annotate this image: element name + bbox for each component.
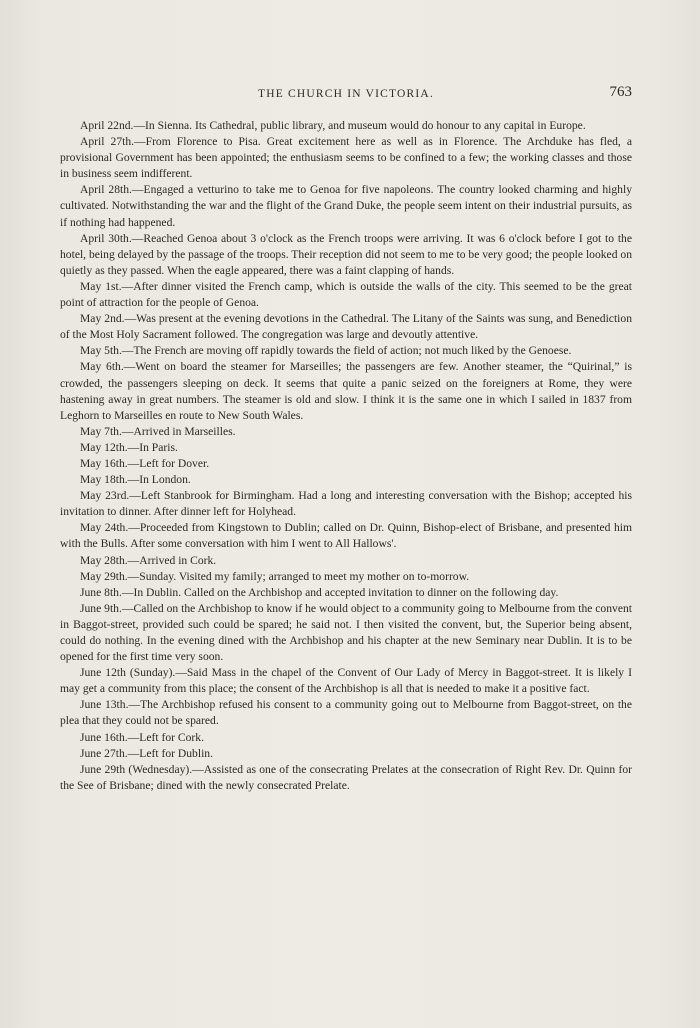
diary-entry: May 16th.—Left for Dover. [80,456,210,470]
diary-entry: May 7th.—Arrived in Marseilles. [80,424,236,438]
diary-entry: June 12th (Sunday).—Said Mass in the chapel of the Convent of Our Lady of Mercy in Baggot-street. It is likely I may get a community from this place; the consent of the Archbishop is all that is needed to make it a positive fact. [60,666,632,696]
page-header [60,84,632,106]
diary-entry: May 12th.—In Paris. [80,440,178,454]
running-title: THE CHURCH IN VICTORIA. [257,88,435,100]
page-number: 763 [609,84,632,100]
diary-text [60,118,632,794]
diary-entry: May 1st.—After dinner visited the French camp, which is outside the walls of the city. This seemed to be the great point of attraction for the people of Genoa. [60,279,632,310]
diary-entry: May 29th.—Sunday. Visited my family; arranged to meet my mother on to-morrow. [80,569,470,583]
diary-entry: June 27th.—Left for Dublin. [80,746,213,760]
diary-entry: June 16th.—Left for Cork. [80,730,204,744]
diary-entry: May 18th.—In London. [80,473,191,487]
diary-entry: May 24th.—Proceeded from Kingstown to Dublin; called on Dr. Quinn, Bishop-elect of Brisbane, and presented him with the Bulls. After some conversation with him I went to All Hallows'. [60,521,632,551]
diary-entry: May 2nd.—Was present at the evening devotions in the Cathedral. The Litany of the Saints was sung, and Benediction of the Most Holy Sacrament followed. The congregation was large and devoutly attentive. [60,312,632,342]
diary-entry: May 28th.—Arrived in Cork. [80,553,217,567]
diary-entry: May 23rd.—Left Stanbrook for Birmingham. Had a long and interesting conversation with the Bishop; accepted his invitation to dinner. After dinner left for Holyhead. [60,489,632,519]
diary-entry: April 27th.—From Florence to Pisa. Great excitement here as well as in Florence. The Archduke has fled, a provisional Government has been appointed; the enthusiasm seems to be confined to a few; the working classes and those in business seem indifferent. [60,135,632,181]
diary-entry: June 9th.—Called on the Archbishop to know if he would object to a community going to Melbourne from the convent in Baggot-street, provided such could be spared; he said not. I then visited the convent, but, the Superior being absent, could do nothing. In the evening dined with the Archbishop and his chapter at the new Seminary near Dublin. It is to be opened for the first time very soon. [60,601,632,664]
diary-entry: April 30th.—Reached Genoa about 3 o'clock as the French troops were arriving. It was 6 o'clock before I got to the hotel, being delayed by the passage of the troops. Their reception did not seem to me to be very good; the people looked on quietly as they passed. When the eagle appeared, there was a faint clapping of hands. [60,231,632,277]
diary-entry: June 8th.—In Dublin. Called on the Archbishop and accepted invitation to dinner on the following day. [80,585,559,599]
diary-entry: June 29th (Wednesday).—Assisted as one of the consecrating Prelates at the consecration of Right Rev. Dr. Quinn for the See of Brisbane; dined with the newly consecrated Prelate. [60,762,632,792]
diary-entry: May 6th.—Went on board the steamer for Marseilles; the passengers are few. Another steamer, the “Quirinal,” is crowded, the passengers sleeping on deck. It seems that quite a panic seized on the foreigners at Rome, they were hastening away in great numbers. The steamer is old and slow. I think it is the same one in which I sailed in 1837 from Leghorn to Marseilles en route to New South Wales. [60,360,632,422]
diary-entry: May 5th.—The French are moving off rapidly towards the field of action; not much liked by the Genoese. [80,344,572,358]
diary-entry: April 22nd.—In Sienna. Its Cathedral, public library, and museum would do honour to any capital in Europe. [80,119,586,132]
diary-entry: June 13th.—The Archbishop refused his consent to a community going out to Melbourne from Baggot-street, on the plea that they could not be spared. [60,698,632,728]
diary-entry: April 28th.—Engaged a vetturino to take me to Genoa for five napoleons. The country looked charming and highly cultivated. Notwithstanding the war and the flight of the Grand Duke, the people seem intent on their industrial pursuits, as if nothing had happened. [60,183,632,229]
